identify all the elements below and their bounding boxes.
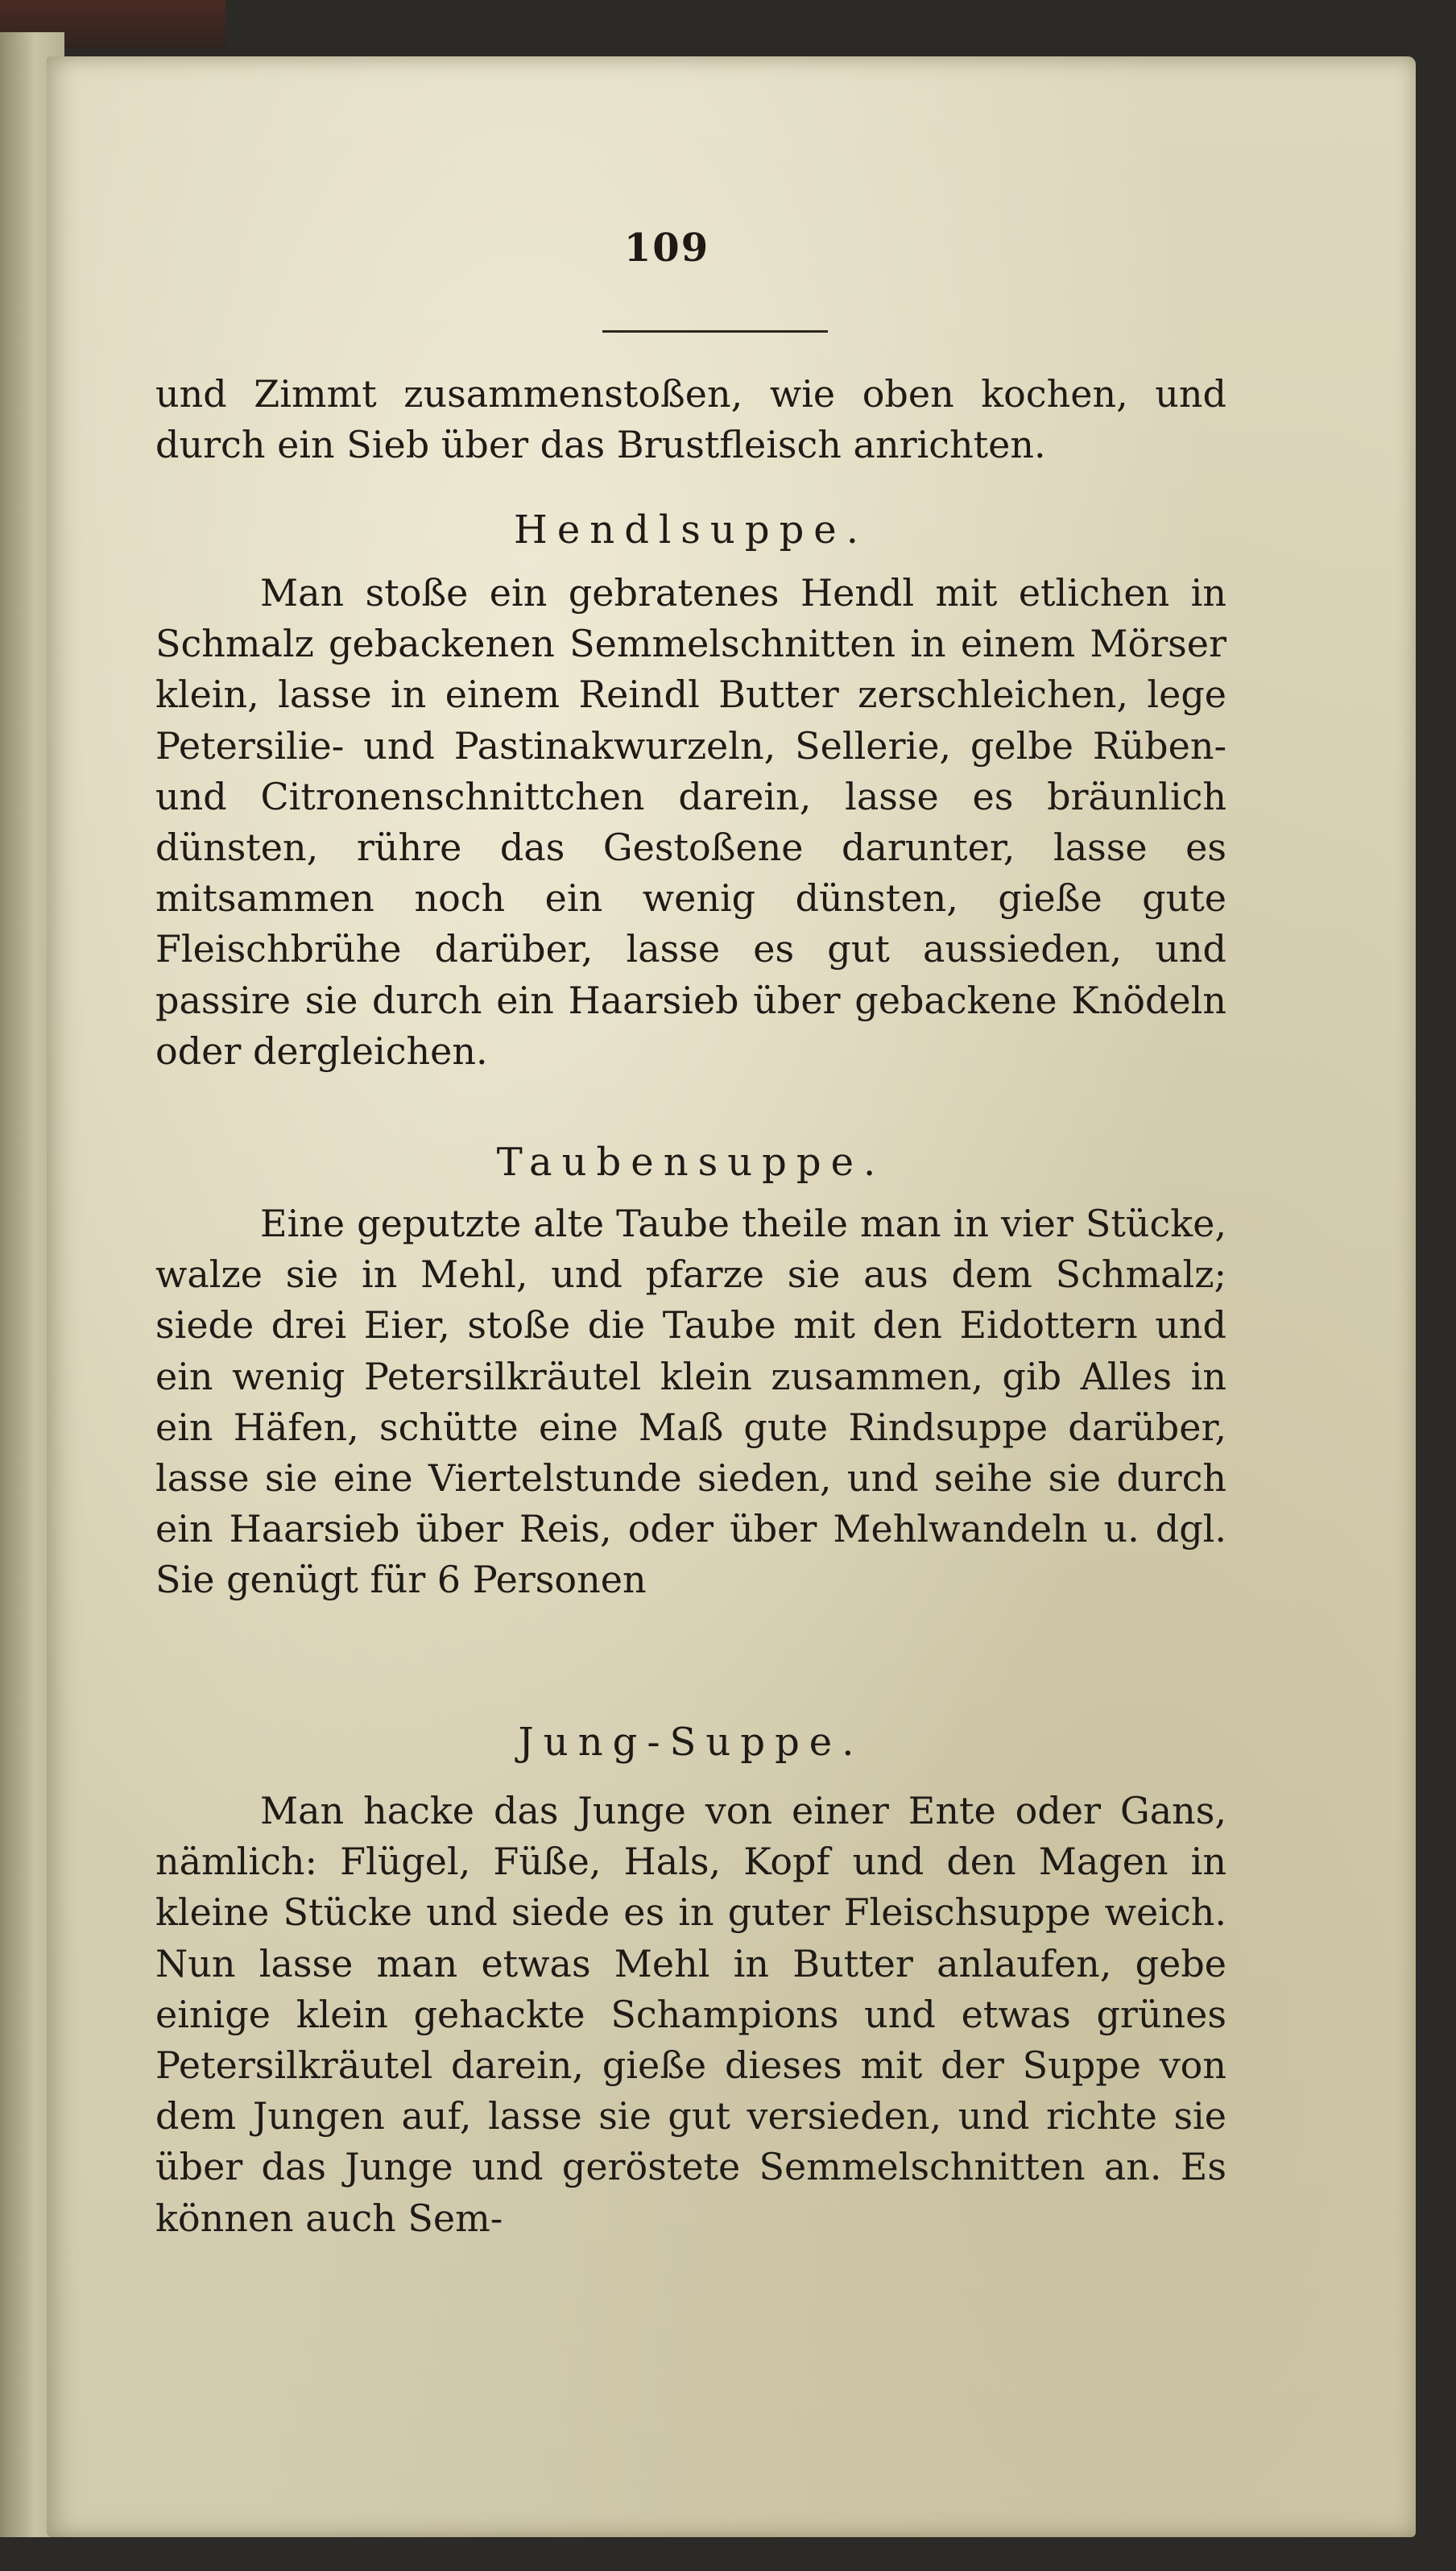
page-number: 109 <box>623 226 710 271</box>
section-heading-taubensuppe: Taubensuppe. <box>496 1140 886 1185</box>
intro-paragraph: und Zimmt zusammenstoßen, wie oben kochen, und durch ein Sieb über das Brustfleisch anrichten. <box>155 372 1226 467</box>
section-body-hendlsuppe: Man stoße ein gebratenes Hendl mit etlichen in Schmalz gebackenen Semmelschnitten in einem Mörser klein, lasse in einem Reindl Butter zerschleichen, lege Petersilie- und Pastinakwurzeln, Sellerie, gelbe Rüben- und Citronenschnittchen darein, lasse es bräunlich dünsten, rühre das Gestoßene darunter, lasse es mitsammen noch ein wenig dünsten, gieße gute Fleischbrühe darüber, lasse es gut aussieden, und passire sie durch ein Haarsieb über gebackene Knödeln oder dergleichen. <box>155 571 1226 1073</box>
book-page <box>47 56 1416 2537</box>
header-rule <box>602 330 828 333</box>
section-heading-jung-suppe: Jung-Suppe. <box>518 1720 864 1765</box>
section-body-taubensuppe: Eine geputzte alte Taube theile man in vier Stücke, walze sie in Mehl, und pfarze sie aus dem Schmalz; siede drei Eier, stoße die Taube mit den Eidottern und ein wenig Petersilkräutel klein zusammen, gib Alles in ein Häfen, schütte eine Maß gute Rindsuppe darüber, lasse sie eine Viertelstunde sieden, und seihe sie durch ein Haarsieb über Reis, oder über Mehlwandeln u. dgl. Sie genügt für 6 Personen <box>155 1202 1226 1602</box>
section-body-jung-suppe: Man hacke das Junge von einer Ente oder Gans, nämlich: Flügel, Füße, Hals, Kopf und den Magen in kleine Stücke und siede es in guter Fleischsuppe weich. Nun lasse man etwas Mehl in Butter anlaufen, gebe einige klein gehackte Schampions und etwas grünes Petersilkräutel darein, gieße dieses mit der Suppe von dem Jungen auf, lasse sie gut versieden, und richte sie über das Junge und geröstete Semmelschnitten an. Es können auch Sem- <box>155 1789 1226 2240</box>
section-heading-hendlsuppe: Hendlsuppe. <box>514 507 868 553</box>
